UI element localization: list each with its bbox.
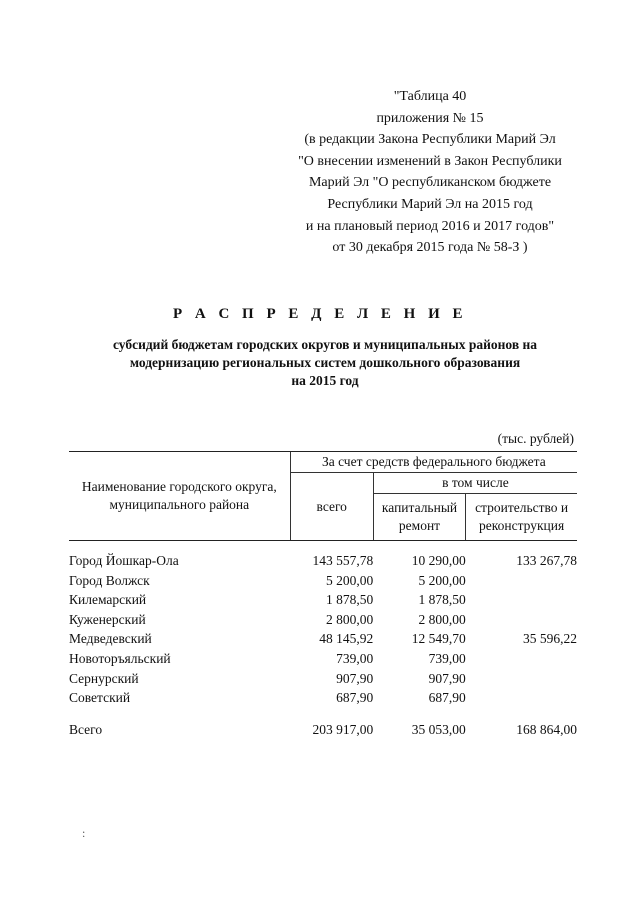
scan-speck: : <box>82 826 86 840</box>
total-cell: 687,90 <box>336 690 374 706</box>
table-row <box>69 551 577 571</box>
header-line: и на плановый период 2016 и 2017 годов" <box>305 218 555 234</box>
district-name-cell: Медведевский <box>69 631 152 647</box>
construction-cell <box>466 688 577 708</box>
subtitle-line: субсидий бюджетам городских округов и муниципальных районов на <box>112 337 538 352</box>
repair-cell: 5 200,00 <box>418 572 466 588</box>
table-body <box>69 541 577 740</box>
total-cell: 48 145,92 <box>319 631 374 647</box>
total-row <box>69 720 577 740</box>
district-name-cell: Город Йошкар-Ола <box>69 553 179 568</box>
construction-cell: 133 267,78 <box>516 553 577 568</box>
repair-cell: 907,90 <box>428 670 466 686</box>
construction-cell <box>466 571 577 591</box>
total-cell: 203 917,00 <box>312 721 374 737</box>
subsidy-table <box>69 451 577 739</box>
repair-cell: 35 053,00 <box>411 721 466 737</box>
header-line: "О внесении изменений в Закон Республики <box>298 153 562 169</box>
repair-cell: 12 549,70 <box>411 631 466 647</box>
total-cell: 5 200,00 <box>326 572 374 588</box>
construction-cell: 168 864,00 <box>516 721 577 737</box>
document-title: Р А С П Р Е Д Е Л Е Н И Е <box>172 306 467 322</box>
column-header-construction: строительство и реконструкция <box>466 494 577 541</box>
construction-cell <box>466 669 577 689</box>
units-label: (тыс. рублей) <box>497 431 574 446</box>
district-name-cell: Новоторъяльский <box>69 650 171 666</box>
document-subtitle <box>60 336 590 390</box>
district-name-cell: Килемарский <box>69 592 147 608</box>
table-row <box>69 649 577 669</box>
district-name-cell: Советский <box>69 690 131 706</box>
construction-cell: 35 596,22 <box>523 631 577 647</box>
column-header-repair: капитальный ремонт <box>373 494 465 541</box>
header-line: от 30 декабря 2015 года № 58-З ) <box>332 240 528 256</box>
table-row <box>69 571 577 591</box>
column-header-federal: За счет средств федерального бюджета <box>290 452 577 473</box>
construction-cell <box>466 649 577 669</box>
total-cell: 2 800,00 <box>326 611 374 627</box>
construction-cell <box>466 590 577 610</box>
district-name-cell: Город Волжск <box>69 572 150 588</box>
header-line: Республики Марий Эл на 2015 год <box>327 196 533 212</box>
header-line: "Таблица 40 <box>393 89 467 104</box>
subtitle-line: на 2015 год <box>291 373 359 388</box>
total-cell: 739,00 <box>336 650 374 666</box>
table-reference-header <box>250 86 610 259</box>
table-row <box>69 610 577 630</box>
table-row <box>69 590 577 610</box>
table-row <box>69 629 577 649</box>
table-row <box>69 688 577 708</box>
header-line: Марий Эл "О республиканском бюджете <box>308 175 552 191</box>
total-cell: 143 557,78 <box>312 553 374 568</box>
header-line: приложения № 15 <box>376 110 484 126</box>
district-name-cell: Всего <box>69 721 103 737</box>
district-name-cell: Сернурский <box>69 670 139 686</box>
repair-cell: 10 290,00 <box>411 553 466 568</box>
district-name-cell: Куженерский <box>69 611 146 627</box>
repair-cell: 687,90 <box>428 690 466 706</box>
column-header-including: в том числе <box>373 473 577 494</box>
table-row <box>69 669 577 689</box>
column-header-total: всего <box>290 473 373 541</box>
repair-cell: 739,00 <box>428 650 466 666</box>
column-header-name: Наименование городского округа, муниципального района <box>69 452 290 541</box>
construction-cell <box>466 610 577 630</box>
repair-cell: 1 878,50 <box>418 592 466 608</box>
total-cell: 907,90 <box>336 670 374 686</box>
subtitle-line: модернизацию региональных систем дошкольного образования <box>129 355 521 370</box>
header-line: (в редакции Закона Республики Марий Эл <box>304 132 556 148</box>
total-cell: 1 878,50 <box>326 592 374 608</box>
repair-cell: 2 800,00 <box>418 611 466 627</box>
